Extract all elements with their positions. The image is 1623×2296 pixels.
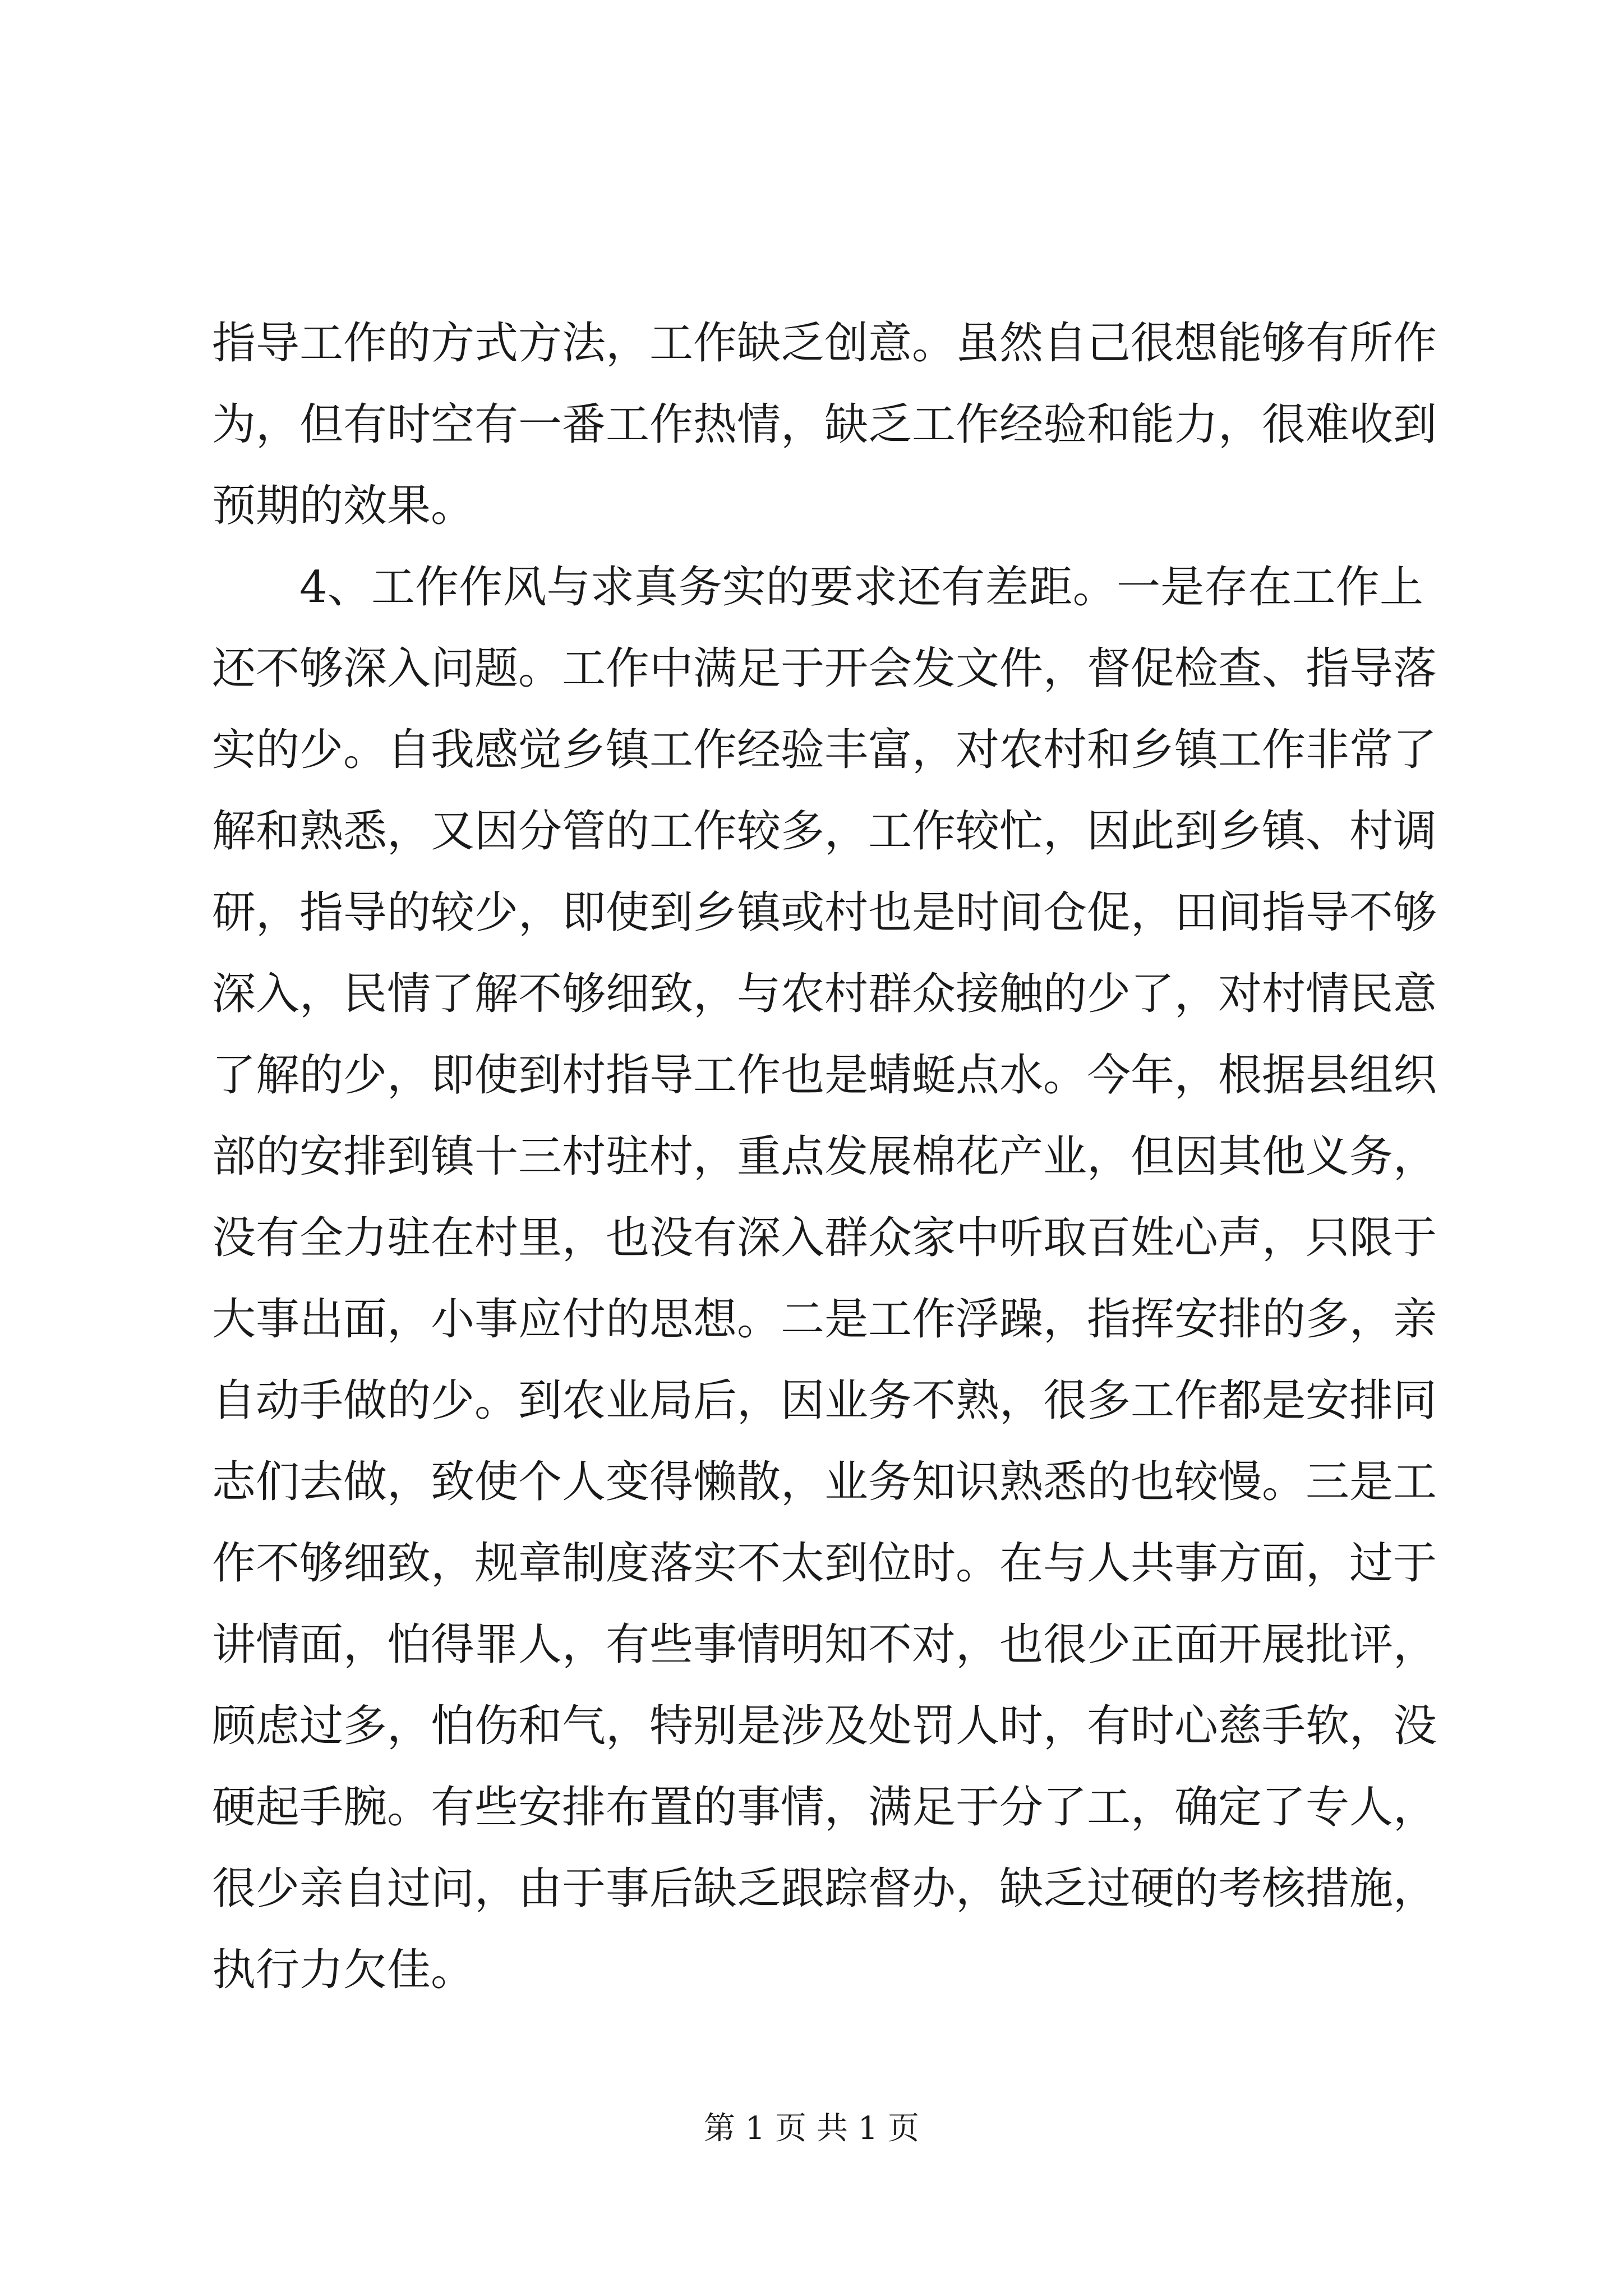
text-line: 预期的效果。 <box>212 481 475 531</box>
text-line: 志们去做，致使个人变得懒散，业务知识熟悉的也较慢。三是工 <box>212 1457 1437 1507</box>
text-line: 了解的少，即使到村指导工作也是蜻蜓点水。今年，根据县组织 <box>212 1050 1437 1101</box>
text-line: 讲情面，怕得罪人，有些事情明知不对，也很少正面开展批评， <box>212 1619 1437 1670</box>
body-text <box>212 303 1437 2011</box>
text-line: 指导工作的方式方法，工作缺乏创意。虽然自己很想能够有所作 <box>212 318 1437 369</box>
text-line: 很少亲自过问，由于事后缺乏跟踪督办，缺乏过硬的考核措施， <box>212 1864 1437 1914</box>
text-line: 实的少。自我感觉乡镇工作经验丰富，对农村和乡镇工作非常了 <box>212 725 1437 775</box>
text-line: 作不够细致，规章制度落实不太到位时。在与人共事方面，过于 <box>212 1538 1437 1589</box>
text-line: 顾虑过多，怕伤和气，特别是涉及处罚人时，有时心慈手软，没 <box>212 1701 1437 1751</box>
text-line: 研，指导的较少，即使到乡镇或村也是时间仓促，田间指导不够 <box>212 887 1437 938</box>
text-line: 没有全力驻在村里，也没有深入群众家中听取百姓心声，只限于 <box>212 1213 1437 1263</box>
text-line: 大事出面，小事应付的思想。二是工作浮躁，指挥安排的多，亲 <box>212 1294 1437 1345</box>
text-line: 硬起手腕。有些安排布置的事情，满足于分了工，确定了专人， <box>212 1782 1437 1833</box>
text-line: 还不够深入问题。工作中满足于开会发文件，督促检查、指导落 <box>212 643 1437 694</box>
paragraph-first-line: 4、工作作风与求真务实的要求还有差距。一是存在工作上 <box>299 562 1423 613</box>
text-line: 自动手做的少。到农业局后，因业务不熟，很多工作都是安排同 <box>212 1375 1437 1426</box>
text-line: 执行力欠佳。 <box>212 1945 475 1995</box>
text-line: 深入，民情了解不够细致，与农村群众接触的少了，对村情民意 <box>212 969 1437 1019</box>
text-line: 部的安排到镇十三村驻村，重点发展棉花产业，但因其他义务， <box>212 1131 1437 1182</box>
text-line: 解和熟悉，又因分管的工作较多，工作较忙，因此到乡镇、村调 <box>212 806 1437 857</box>
text-line: 为，但有时空有一番工作热情，缺乏工作经验和能力，很难收到 <box>212 399 1437 450</box>
page-number-footer: 第 1 页 共 1 页 <box>703 2110 920 2147</box>
